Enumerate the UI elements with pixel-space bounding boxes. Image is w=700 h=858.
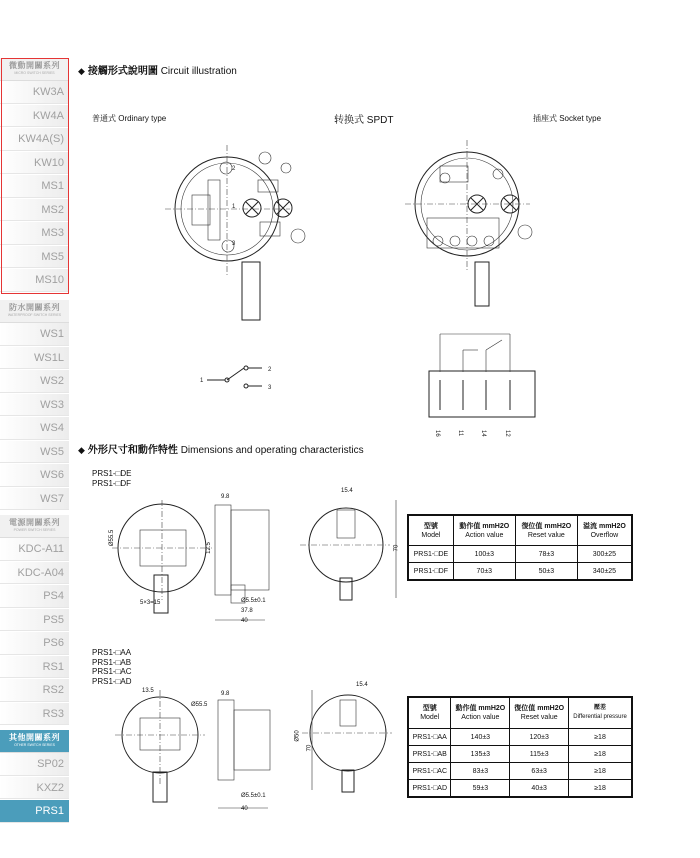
table-cell: 78±3 bbox=[515, 546, 577, 563]
sidebar-group-subtitle: POWER SWITCH SERIES bbox=[13, 528, 56, 532]
pin-label-3: 3 bbox=[232, 241, 236, 247]
sidebar-item-rs1[interactable]: RS1 bbox=[0, 656, 69, 679]
table-cell: 100±3 bbox=[453, 546, 515, 563]
table-cell: 83±3 bbox=[451, 763, 510, 780]
dim-label: Ø55.5 bbox=[109, 529, 116, 547]
label-ordinary-type: 普通式 Ordinary type bbox=[92, 114, 167, 123]
table-cell: 120±3 bbox=[510, 729, 569, 746]
table-cell: ≥18 bbox=[569, 729, 632, 746]
sidebar-item-ms2[interactable]: MS2 bbox=[0, 199, 69, 222]
model-list-top bbox=[92, 469, 132, 488]
section-heading-dimensions bbox=[78, 441, 364, 456]
dim-label: 9.8 bbox=[221, 494, 230, 500]
sidebar-item-ws4[interactable]: WS4 bbox=[0, 417, 69, 440]
sidebar-item-ms3[interactable]: MS3 bbox=[0, 222, 69, 245]
dim-label: 12.5 bbox=[205, 542, 212, 554]
table-cell: 50±3 bbox=[515, 563, 577, 580]
model-label: PRS1-□AB bbox=[92, 657, 132, 667]
table-header: 型號 Model bbox=[409, 698, 451, 729]
table-cell: 140±3 bbox=[451, 729, 510, 746]
symbol-label-2: 2 bbox=[268, 367, 272, 373]
dim-label: 40 bbox=[241, 618, 248, 624]
diamond-icon: ◆ bbox=[78, 445, 85, 455]
sidebar-group-title: 防水開關系列 bbox=[9, 303, 60, 312]
symbol-label-1: 1 bbox=[200, 378, 204, 384]
label-spdt: 转换式 SPDT bbox=[334, 115, 394, 126]
dim-label: 70 bbox=[306, 744, 313, 752]
sidebar-item-ws5[interactable]: WS5 bbox=[0, 441, 69, 464]
sidebar-group-subtitle: WATERPROOF SWITCH SERIES bbox=[7, 313, 62, 317]
sidebar-group-2[interactable] bbox=[0, 300, 69, 323]
table-cell: PRS1-□AB bbox=[409, 746, 451, 763]
dim-label: Ø55.5 bbox=[191, 702, 208, 708]
table-cell: 340±25 bbox=[577, 563, 631, 580]
model-label: PRS1-□AD bbox=[92, 676, 132, 686]
table-cell: 63±3 bbox=[510, 763, 569, 780]
sidebar-item-ws1l[interactable]: WS1L bbox=[0, 347, 69, 370]
table-header: 壓差 Differential pressure bbox=[569, 698, 632, 729]
sidebar-item-ws2[interactable]: WS2 bbox=[0, 370, 69, 393]
model-list-bottom bbox=[92, 648, 132, 686]
sidebar-item-prs1[interactable]: PRS1 bbox=[0, 800, 69, 823]
sidebar-item-ws7[interactable]: WS7 bbox=[0, 488, 69, 511]
table-cell: 59±3 bbox=[451, 780, 510, 797]
table-row bbox=[409, 546, 632, 563]
sidebar-group-4[interactable] bbox=[0, 730, 69, 753]
table-cell: 115±3 bbox=[510, 746, 569, 763]
model-label: PRS1-□DF bbox=[92, 478, 132, 488]
table-cell: PRS1-□AD bbox=[409, 780, 451, 797]
table-header: 動作值 mmH2O Action value bbox=[453, 516, 515, 546]
sidebar-item-kw3a[interactable]: KW3A bbox=[0, 81, 69, 104]
table-cell: ≥18 bbox=[569, 780, 632, 797]
dim-label: 15.4 bbox=[356, 682, 368, 688]
section-title-zh: 接觸形式說明圖 bbox=[87, 66, 158, 77]
section-title-zh: 外形尺寸和動作特性 bbox=[87, 445, 178, 456]
table-row bbox=[409, 780, 632, 797]
table-cell: 300±25 bbox=[577, 546, 631, 563]
section-title-en: Dimensions and operating characteristics bbox=[180, 445, 364, 456]
symbol-label-3: 3 bbox=[268, 385, 272, 391]
sidebar-item-kxz2[interactable]: KXZ2 bbox=[0, 777, 69, 800]
section-title-en: Circuit illustration bbox=[160, 66, 237, 77]
table-cell: PRS1-□DF bbox=[409, 563, 454, 580]
table-header: 溢流 mmH2O Overflow bbox=[577, 516, 631, 546]
dim-label: Ø5.5±0.1 bbox=[241, 598, 266, 604]
table-cell: 135±3 bbox=[451, 746, 510, 763]
socket-pin-16: 16 bbox=[434, 430, 440, 437]
sidebar-item-ms1[interactable]: MS1 bbox=[0, 175, 69, 198]
table-header: 型號 Model bbox=[409, 516, 454, 546]
section-heading-circuit bbox=[78, 62, 237, 77]
dim-label: Ø5.5±0.1 bbox=[241, 793, 266, 799]
table-header: 復位值 mmH2O Reset value bbox=[510, 698, 569, 729]
dim-label: Ø50 bbox=[294, 730, 301, 742]
sidebar-item-kdc-a04[interactable]: KDC-A04 bbox=[0, 562, 69, 585]
sidebar-item-ps6[interactable]: PS6 bbox=[0, 632, 69, 655]
sidebar-group-subtitle: MICRO SWITCH SERIES bbox=[14, 71, 55, 75]
table-cell: PRS1-□AC bbox=[409, 763, 451, 780]
table-cell: ≥18 bbox=[569, 763, 632, 780]
table-cell: 40±3 bbox=[510, 780, 569, 797]
table-row bbox=[409, 729, 632, 746]
dim-label: 5×3=15 bbox=[140, 600, 161, 606]
dim-label: 40 bbox=[241, 806, 248, 812]
socket-pin-11: 11 bbox=[457, 430, 463, 437]
sidebar-item-rs2[interactable]: RS2 bbox=[0, 679, 69, 702]
sidebar-item-ws1[interactable]: WS1 bbox=[0, 323, 69, 346]
table-cell: PRS1-□DE bbox=[409, 546, 454, 563]
table-row bbox=[409, 763, 632, 780]
table-cell: ≥18 bbox=[569, 746, 632, 763]
socket-pin-14: 14 bbox=[480, 430, 486, 437]
table-cell: PRS1-□AA bbox=[409, 729, 451, 746]
model-label: PRS1-□AA bbox=[92, 648, 132, 657]
table-header: 復位值 mmH2O Reset value bbox=[515, 516, 577, 546]
sidebar-group-title: 電源開關系列 bbox=[9, 518, 60, 527]
label-socket-type: 插座式 Socket type bbox=[533, 114, 602, 123]
sidebar-item-ps4[interactable]: PS4 bbox=[0, 585, 69, 608]
sidebar-item-sp02[interactable]: SP02 bbox=[0, 753, 69, 776]
dim-label: 9.8 bbox=[221, 691, 230, 697]
dim-label: 13.5 bbox=[142, 688, 154, 694]
sidebar-group-1[interactable] bbox=[0, 58, 69, 81]
table-header: 動作值 mmH2O Action value bbox=[451, 698, 510, 729]
sidebar-item-ws6[interactable]: WS6 bbox=[0, 464, 69, 487]
spec-table-differential bbox=[408, 697, 632, 797]
dim-label: 70 bbox=[393, 544, 400, 552]
sidebar-item-ws3[interactable]: WS3 bbox=[0, 394, 69, 417]
table-cell: 70±3 bbox=[453, 563, 515, 580]
model-label: PRS1-□DE bbox=[92, 469, 132, 478]
sidebar-item-ps5[interactable]: PS5 bbox=[0, 609, 69, 632]
model-label: PRS1-□AC bbox=[92, 667, 132, 676]
sidebar-item-kw4a[interactable]: KW4A bbox=[0, 105, 69, 128]
pin-label-1: 1 bbox=[232, 204, 236, 210]
sidebar-item-kdc-a11[interactable]: KDC-A11 bbox=[0, 538, 69, 561]
sidebar-item-kw10[interactable]: KW10 bbox=[0, 152, 69, 175]
pin-label-2: 2 bbox=[232, 166, 236, 172]
table-row bbox=[409, 746, 632, 763]
sidebar-item-kw4a-s-[interactable]: KW4A(S) bbox=[0, 128, 69, 151]
sidebar-item-ms10[interactable]: MS10 bbox=[0, 269, 69, 292]
dim-label: 15.4 bbox=[341, 488, 353, 494]
sidebar-item-ms5[interactable]: MS5 bbox=[0, 246, 69, 269]
sidebar-group-subtitle: OTHER SWITCH SERIES bbox=[14, 743, 55, 747]
sidebar-group-title: 微動開關系列 bbox=[9, 61, 60, 70]
sidebar-group-3[interactable] bbox=[0, 515, 69, 538]
sidebar-item-rs3[interactable]: RS3 bbox=[0, 703, 69, 726]
socket-pin-12: 12 bbox=[504, 430, 510, 437]
sidebar-group-title: 其他開關系列 bbox=[9, 733, 60, 742]
spec-table-overflow bbox=[408, 515, 632, 580]
dim-label: 37.8 bbox=[241, 608, 253, 614]
diamond-icon: ◆ bbox=[78, 66, 85, 76]
table-row bbox=[409, 563, 632, 580]
